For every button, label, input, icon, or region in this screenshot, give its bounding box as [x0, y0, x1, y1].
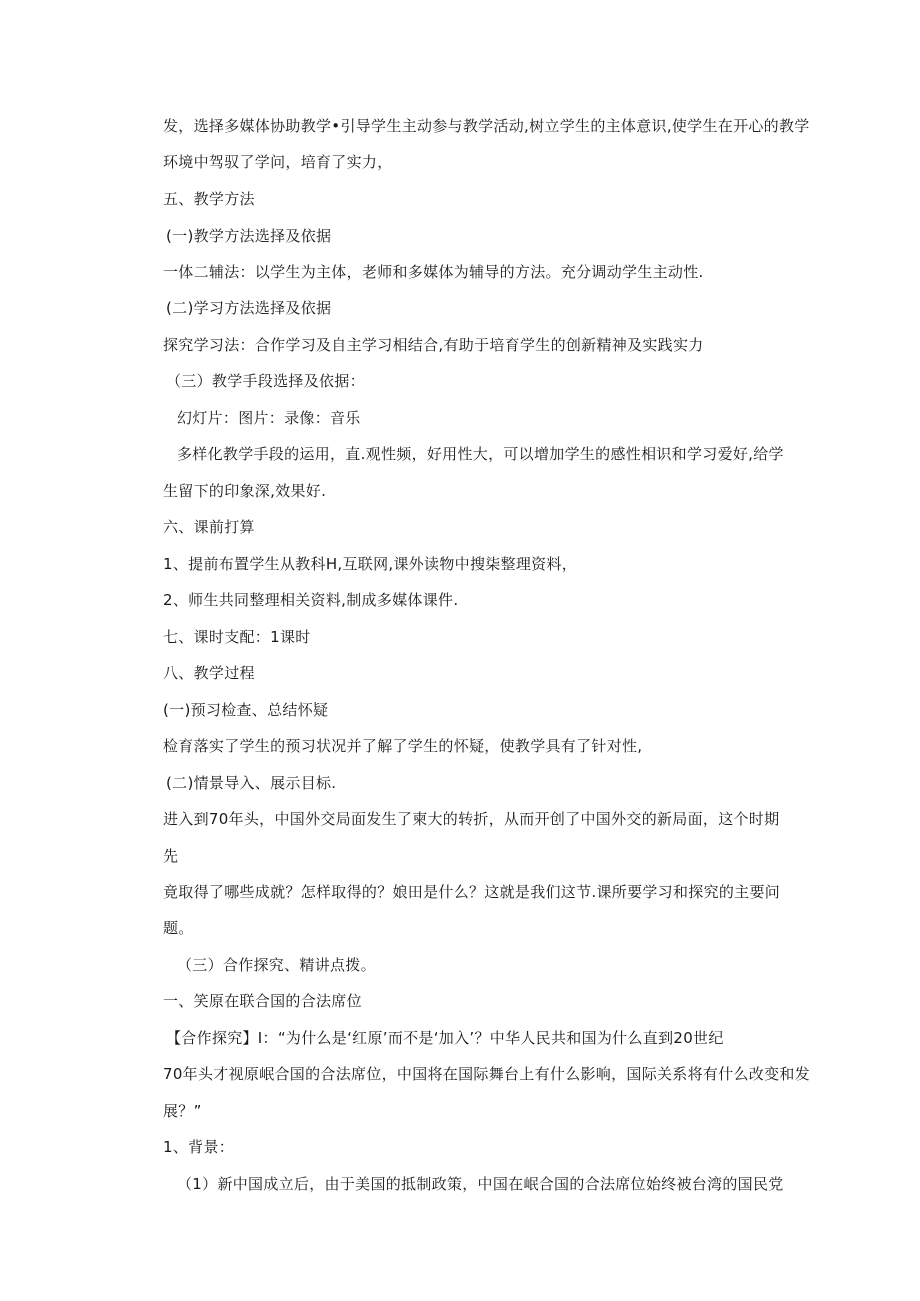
paragraph-line: 70年头才视原岷合国的合法席位，中国将在国际舞台上有什么影响，国际关系将有什么改变和发 [163, 1065, 810, 1083]
list-item: 1、背景： [163, 1138, 235, 1156]
sub-heading: (一)预习检查、总结怀疑 [163, 701, 329, 719]
paragraph-line: 多样化教学手段的运用，直.观性频，好用性大，可以增加学生的感性相识和学习爱好,给学 [177, 445, 784, 463]
paragraph-line: 一体二辅法：以学生为主体，老师和多媒体为辅导的方法。充分调动学生主动性. [163, 263, 704, 281]
paragraph-line: 竟取得了哪些成就？怎样取得的？娘田是什么？这就是我们这节.课所要学习和探究的主要问 [163, 883, 781, 901]
list-item: 1、提前布置学生从教科H,互联网,课外读物中搜柒整理资料， [163, 555, 578, 573]
section-heading: 七、课时支配：1课时 [163, 628, 311, 646]
paragraph-line: 生留下的印象深,效果好. [163, 482, 327, 500]
paragraph-line: 题。 [163, 919, 194, 937]
section-heading: 八、教学过程 [163, 664, 255, 682]
paragraph-line: 环境中驾驭了学问，培育了实力， [163, 153, 393, 171]
paragraph-line: 发，选择多媒体协助教学•引导学生主动参与教学活动,树立学生的主体意识,使学生在开心的教学 [163, 117, 810, 135]
paragraph-line: 检育落实了学生的预习状况并了解了学生的怀疑，使教学具有了针对性, [163, 737, 643, 755]
sub-heading: (一)教学方法选择及依据 [166, 227, 332, 245]
paragraph-line: 探究学习法：合作学习及自主学习相结合,有助于培育学生的创新精神及实践实力 [163, 336, 704, 354]
section-heading: 一、笑原在联合国的合法席位 [163, 992, 362, 1010]
sub-heading: （三）教学手段选择及依据： [166, 372, 365, 390]
paragraph-line: 【合作探究】I：“为什么是‘红原’而不是‘加入’？中华人民共和国为什么直到20世纪 [166, 1029, 724, 1047]
paragraph-line: 展？” [163, 1102, 202, 1120]
paragraph-line: （1）新中国成立后，由于美国的抵制政策，中国在岷合国的合法席位始终被台湾的国民党 [177, 1175, 784, 1193]
sub-heading: (二)学习方法选择及依据 [166, 299, 332, 317]
sub-heading: （三）合作探究、精讲点拨。 [177, 956, 376, 974]
paragraph-line: 幻灯片：图片：录像：音乐 [177, 409, 361, 427]
sub-heading: (二)情景导入、展示目标. [166, 774, 337, 792]
section-heading: 五、教学方法 [163, 190, 255, 208]
section-heading: 六、课前打算 [163, 518, 255, 536]
paragraph-line: 进入到70年头，中国外交局面发生了柬大的转折，从而开创了中国外交的新局面，这个时期 [163, 810, 780, 828]
list-item: 2、师生共同整理相关资料,制成多媒体课件. [163, 591, 459, 609]
paragraph-line: 先 [163, 847, 179, 865]
